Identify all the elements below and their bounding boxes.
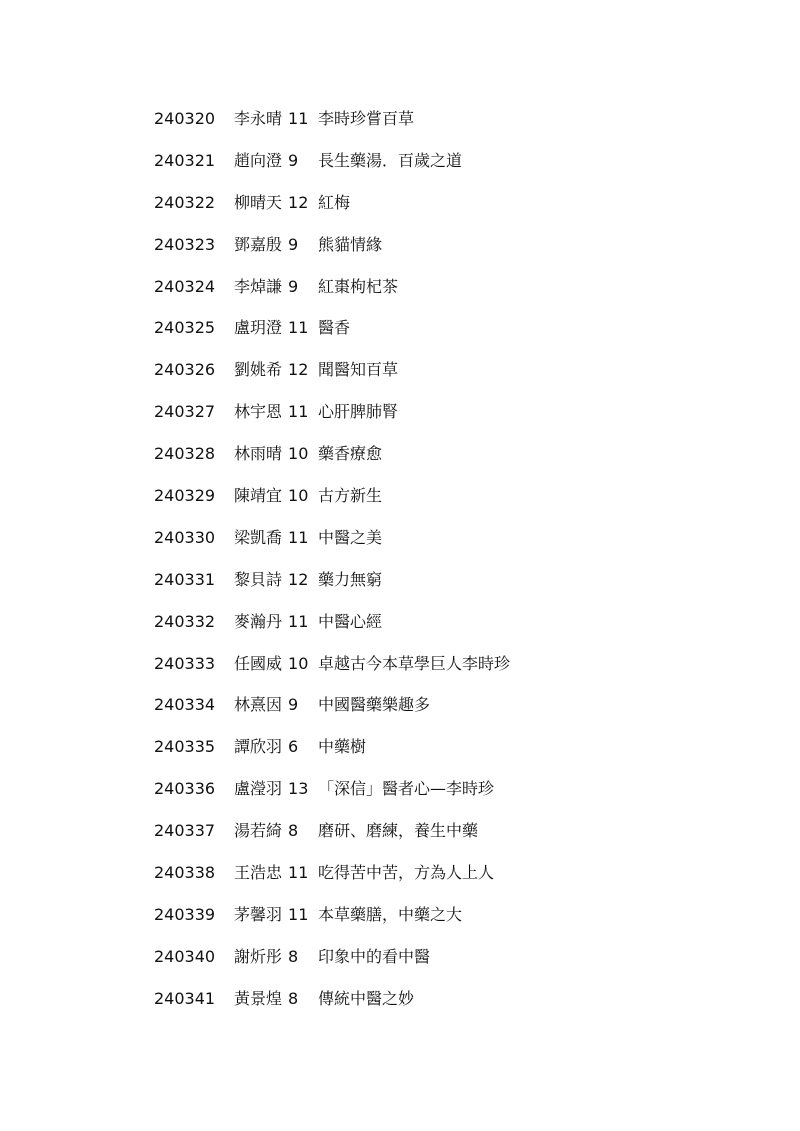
entry-title: 聞醫知百草 bbox=[318, 360, 399, 380]
entry-id: 240338 bbox=[154, 863, 216, 883]
entry-list bbox=[154, 106, 754, 1028]
list-item bbox=[154, 483, 754, 525]
entry-details bbox=[234, 190, 350, 216]
list-item bbox=[154, 860, 754, 902]
entry-grade: 8 bbox=[288, 821, 299, 841]
entry-grade: 10 bbox=[288, 486, 309, 506]
entry-title: 中醫心經 bbox=[318, 611, 383, 631]
entry-details bbox=[234, 148, 462, 174]
entry-id: 240340 bbox=[154, 946, 216, 966]
entry-grade: 12 bbox=[288, 192, 309, 212]
entry-name: 譚欣羽 bbox=[234, 737, 283, 757]
entry-grade: 12 bbox=[288, 360, 309, 380]
entry-title: 本草藥膳，中藥之大 bbox=[318, 904, 463, 924]
entry-name: 謝炘彤 bbox=[234, 946, 283, 966]
entry-name: 鄧嘉殷 bbox=[234, 234, 283, 254]
entry-grade: 6 bbox=[288, 737, 299, 757]
list-item bbox=[154, 106, 754, 148]
entry-name: 盧瀅羽 bbox=[234, 779, 283, 799]
entry-name: 柳晴天 bbox=[234, 192, 283, 212]
entry-id: 240331 bbox=[154, 569, 216, 589]
entry-title: 中醫之美 bbox=[318, 527, 383, 547]
entry-title: 紅梅 bbox=[318, 192, 351, 212]
entry-details bbox=[234, 525, 382, 551]
entry-id: 240339 bbox=[154, 904, 216, 924]
entry-id: 240321 bbox=[154, 150, 216, 170]
entry-grade: 11 bbox=[288, 611, 309, 631]
entry-name: 趙向澄 bbox=[234, 150, 283, 170]
list-item bbox=[154, 315, 754, 357]
entry-grade: 11 bbox=[288, 527, 309, 547]
entry-grade: 8 bbox=[288, 946, 299, 966]
entry-grade: 9 bbox=[288, 150, 299, 170]
entry-title: 紅棗枸杞茶 bbox=[318, 276, 399, 296]
entry-name: 林宇恩 bbox=[234, 402, 283, 422]
entry-details bbox=[234, 860, 494, 886]
list-item bbox=[154, 148, 754, 190]
entry-grade: 9 bbox=[288, 276, 299, 296]
list-item bbox=[154, 357, 754, 399]
entry-grade: 10 bbox=[288, 444, 309, 464]
entry-name: 梁凱喬 bbox=[234, 527, 283, 547]
entry-details bbox=[234, 232, 382, 258]
entry-title: 卓越古今本草學巨人李時珍 bbox=[318, 653, 511, 673]
entry-details bbox=[234, 692, 430, 718]
list-item bbox=[154, 734, 754, 776]
entry-id: 240333 bbox=[154, 653, 216, 673]
entry-id: 240327 bbox=[154, 402, 216, 422]
entry-details bbox=[234, 274, 398, 300]
entry-title: 長生藥湯．百歲之道 bbox=[318, 150, 463, 170]
entry-name: 任國威 bbox=[234, 653, 283, 673]
entry-id: 240320 bbox=[154, 109, 216, 128]
entry-title: 磨研、磨練，養生中藥 bbox=[318, 821, 479, 841]
entry-id: 240328 bbox=[154, 444, 216, 464]
entry-grade: 11 bbox=[288, 402, 309, 422]
entry-name: 林熹因 bbox=[234, 695, 283, 715]
list-item bbox=[154, 902, 754, 944]
entry-grade: 8 bbox=[288, 988, 299, 1008]
list-item bbox=[154, 232, 754, 274]
entry-title: 熊貓情緣 bbox=[318, 234, 383, 254]
entry-details bbox=[234, 944, 430, 970]
entry-id: 240324 bbox=[154, 276, 216, 296]
entry-title: 古方新生 bbox=[318, 486, 383, 506]
entry-grade: 11 bbox=[288, 904, 309, 924]
entry-name: 陳靖宜 bbox=[234, 486, 283, 506]
entry-id: 240330 bbox=[154, 527, 216, 547]
entry-title: 印象中的看中醫 bbox=[318, 946, 431, 966]
entry-title: 心肝脾肺腎 bbox=[318, 402, 399, 422]
entry-title: 醫香 bbox=[318, 318, 351, 338]
entry-title: 中國醫藥樂趣多 bbox=[318, 695, 431, 715]
entry-id: 240335 bbox=[154, 737, 216, 757]
entry-grade: 9 bbox=[288, 695, 299, 715]
entry-name: 李焯謙 bbox=[234, 276, 283, 296]
list-item bbox=[154, 651, 754, 693]
entry-details bbox=[234, 902, 462, 928]
entry-title: 中藥樹 bbox=[318, 737, 367, 757]
list-item bbox=[154, 818, 754, 860]
entry-details bbox=[234, 399, 398, 425]
list-item bbox=[154, 609, 754, 651]
list-item bbox=[154, 441, 754, 483]
entry-name: 王浩忠 bbox=[234, 863, 283, 883]
list-item bbox=[154, 692, 754, 734]
entry-name: 湯若綺 bbox=[234, 821, 283, 841]
entry-id: 240334 bbox=[154, 695, 216, 715]
entry-id: 240336 bbox=[154, 779, 216, 799]
entry-id: 240326 bbox=[154, 360, 216, 380]
entry-grade: 11 bbox=[288, 109, 309, 128]
entry-name: 劉姚希 bbox=[234, 360, 283, 380]
entry-details bbox=[234, 651, 510, 677]
list-item bbox=[154, 274, 754, 316]
entry-name: 黎貝詩 bbox=[234, 569, 283, 589]
entry-details bbox=[234, 106, 414, 132]
entry-name: 李永晴 bbox=[234, 109, 283, 128]
entry-name: 林雨晴 bbox=[234, 444, 283, 464]
entry-grade: 9 bbox=[288, 234, 299, 254]
entry-details bbox=[234, 986, 414, 1012]
entry-details bbox=[234, 441, 382, 467]
list-item bbox=[154, 986, 754, 1028]
entry-details bbox=[234, 818, 478, 844]
entry-id: 240337 bbox=[154, 821, 216, 841]
list-item bbox=[154, 399, 754, 441]
list-item bbox=[154, 776, 754, 818]
entry-name: 黃景煌 bbox=[234, 988, 283, 1008]
entry-details bbox=[234, 567, 382, 593]
list-item bbox=[154, 944, 754, 986]
list-item bbox=[154, 567, 754, 609]
entry-details bbox=[234, 734, 366, 760]
entry-id: 240332 bbox=[154, 611, 216, 631]
entry-id: 240329 bbox=[154, 486, 216, 506]
entry-details bbox=[234, 315, 350, 341]
list-item bbox=[154, 525, 754, 567]
entry-title: 藥力無窮 bbox=[318, 569, 383, 589]
entry-grade: 10 bbox=[288, 653, 309, 673]
list-item bbox=[154, 190, 754, 232]
entry-grade: 11 bbox=[288, 863, 309, 883]
entry-id: 240322 bbox=[154, 192, 216, 212]
entry-grade: 13 bbox=[288, 779, 309, 799]
entry-title: 「深信」醫者心—李時珍 bbox=[318, 779, 495, 799]
entry-title: 吃得苦中苦，方為人上人 bbox=[318, 863, 495, 883]
entry-grade: 11 bbox=[288, 318, 309, 338]
entry-grade: 12 bbox=[288, 569, 309, 589]
entry-details bbox=[234, 776, 494, 802]
entry-details bbox=[234, 609, 382, 635]
entry-title: 李時珍嘗百草 bbox=[318, 109, 415, 128]
entry-name: 麥瀚丹 bbox=[234, 611, 283, 631]
entry-id: 240323 bbox=[154, 234, 216, 254]
entry-name: 盧玥澄 bbox=[234, 318, 283, 338]
entry-details bbox=[234, 357, 398, 383]
entry-id: 240341 bbox=[154, 988, 216, 1008]
entry-details bbox=[234, 483, 382, 509]
entry-id: 240325 bbox=[154, 318, 216, 338]
entry-title: 傳統中醫之妙 bbox=[318, 988, 415, 1008]
entry-title: 藥香療愈 bbox=[318, 444, 383, 464]
entry-name: 茅馨羽 bbox=[234, 904, 283, 924]
